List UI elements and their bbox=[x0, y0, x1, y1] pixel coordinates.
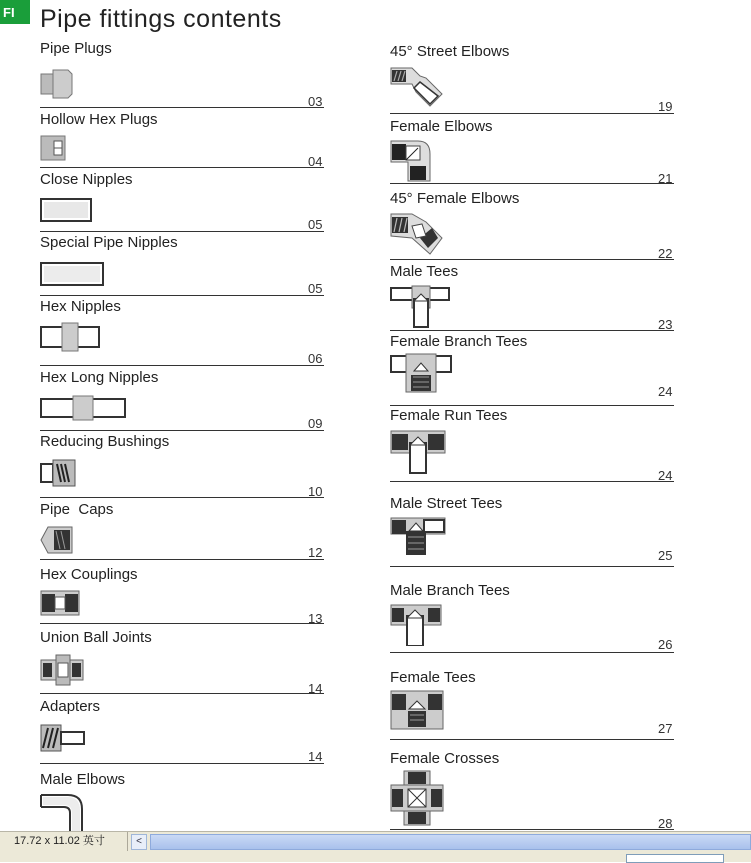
entry-name: Pipe Caps bbox=[40, 501, 114, 518]
entry-name: Male Tees bbox=[390, 263, 459, 280]
street-elbow-45-icon bbox=[390, 66, 444, 108]
page-number-box[interactable] bbox=[626, 854, 724, 863]
entry-name: 45° Street Elbows bbox=[390, 43, 510, 60]
female-run-tee-icon bbox=[390, 429, 448, 475]
entry-name: Female Run Tees bbox=[390, 407, 508, 424]
entry-name: Pipe Plugs bbox=[40, 40, 112, 57]
entry-page: 27 bbox=[658, 721, 673, 736]
entry-page: 09 bbox=[308, 416, 323, 431]
entry-rule bbox=[40, 167, 324, 168]
horizontal-scrollbar[interactable] bbox=[150, 834, 751, 850]
female-elbow-45-icon bbox=[390, 212, 444, 256]
entry-rule bbox=[40, 693, 324, 694]
entry-rule bbox=[390, 652, 674, 653]
entry-rule bbox=[390, 829, 674, 830]
female-branch-tee-icon bbox=[390, 353, 454, 393]
entry-rule bbox=[40, 295, 324, 296]
union-ball-joint-icon bbox=[40, 654, 84, 686]
entry-name: Hex Couplings bbox=[40, 566, 138, 583]
entry-rule bbox=[40, 763, 324, 764]
entry-rule bbox=[390, 113, 674, 114]
entry-name: Male Street Tees bbox=[390, 495, 503, 512]
female-cross-icon bbox=[390, 770, 444, 826]
status-bar bbox=[0, 831, 751, 862]
entry-name: Hollow Hex Plugs bbox=[40, 111, 158, 128]
entry-name: Male Branch Tees bbox=[390, 582, 510, 599]
entry-page: 23 bbox=[658, 317, 673, 332]
hex-nipple-icon bbox=[40, 322, 100, 352]
entry-page: 13 bbox=[308, 611, 323, 626]
entry-name: Adapters bbox=[40, 698, 101, 715]
side-tab[interactable]: FI bbox=[0, 0, 30, 24]
entry-page: 03 bbox=[308, 94, 323, 109]
entry-page: 28 bbox=[658, 816, 673, 831]
entry-rule bbox=[40, 365, 324, 366]
entry-page: 21 bbox=[658, 171, 673, 186]
entry-page: 12 bbox=[308, 545, 323, 560]
entry-name: Hex Nipples bbox=[40, 298, 121, 315]
entry-rule bbox=[40, 430, 324, 431]
entry-page: 14 bbox=[308, 681, 323, 696]
entry-rule bbox=[40, 559, 324, 560]
entry-rule bbox=[40, 497, 324, 498]
male-elbow-icon bbox=[40, 791, 86, 831]
entry-rule bbox=[40, 623, 324, 624]
page-title: Pipe fittings contents bbox=[40, 5, 282, 33]
entry-name: Close Nipples bbox=[40, 171, 133, 188]
entry-name: Union Ball Joints bbox=[40, 629, 152, 646]
entry-name: Female Crosses bbox=[390, 750, 500, 767]
scroll-left-button[interactable]: < bbox=[131, 834, 147, 850]
female-tee-icon bbox=[390, 689, 444, 731]
entry-page: 14 bbox=[308, 749, 323, 764]
male-tee-icon bbox=[390, 285, 452, 329]
male-street-tee-icon bbox=[390, 515, 448, 559]
entry-page: 19 bbox=[658, 99, 673, 114]
entry-name: Female Elbows bbox=[390, 118, 493, 135]
entry-name: Female Branch Tees bbox=[390, 333, 528, 350]
hex-coupling-icon bbox=[40, 590, 80, 616]
special-nipple-icon bbox=[40, 262, 104, 286]
hex-long-nipple-icon bbox=[40, 395, 126, 421]
entry-page: 05 bbox=[308, 217, 323, 232]
entry-name: Special Pipe Nipples bbox=[40, 234, 178, 251]
entry-rule bbox=[390, 405, 674, 406]
entry-rule bbox=[390, 481, 674, 482]
entry-page: 26 bbox=[658, 637, 673, 652]
entry-page: 10 bbox=[308, 484, 323, 499]
hollow-hex-plug-icon bbox=[40, 135, 66, 161]
entry-name: Male Elbows bbox=[40, 771, 126, 788]
entry-name: Reducing Bushings bbox=[40, 433, 170, 450]
male-branch-tee-icon bbox=[390, 602, 442, 646]
reducing-bushing-icon bbox=[40, 459, 76, 487]
entry-page: 22 bbox=[658, 246, 673, 261]
entry-page: 25 bbox=[658, 548, 673, 563]
entry-rule bbox=[390, 330, 674, 331]
entry-name: 45° Female Elbows bbox=[390, 190, 520, 207]
entry-rule bbox=[390, 566, 674, 567]
entry-name: Hex Long Nipples bbox=[40, 369, 159, 386]
entry-page: 04 bbox=[308, 154, 323, 169]
adapter-icon bbox=[40, 724, 86, 752]
entry-rule bbox=[390, 739, 674, 740]
entry-page: 24 bbox=[658, 468, 673, 483]
pipe-plug-icon bbox=[40, 68, 74, 100]
entry-rule bbox=[390, 259, 674, 260]
entry-rule bbox=[40, 107, 324, 108]
female-elbow-icon bbox=[390, 140, 432, 182]
entry-rule bbox=[40, 231, 324, 232]
entry-page: 24 bbox=[658, 384, 673, 399]
pipe-cap-icon bbox=[40, 525, 74, 555]
entry-page: 05 bbox=[308, 281, 323, 296]
entry-rule bbox=[390, 183, 674, 184]
page-size-readout: 17.72 x 11.02 英寸 bbox=[0, 832, 128, 851]
entry-name: Female Tees bbox=[390, 669, 476, 686]
entry-page: 06 bbox=[308, 351, 323, 366]
close-nipple-icon bbox=[40, 198, 92, 222]
